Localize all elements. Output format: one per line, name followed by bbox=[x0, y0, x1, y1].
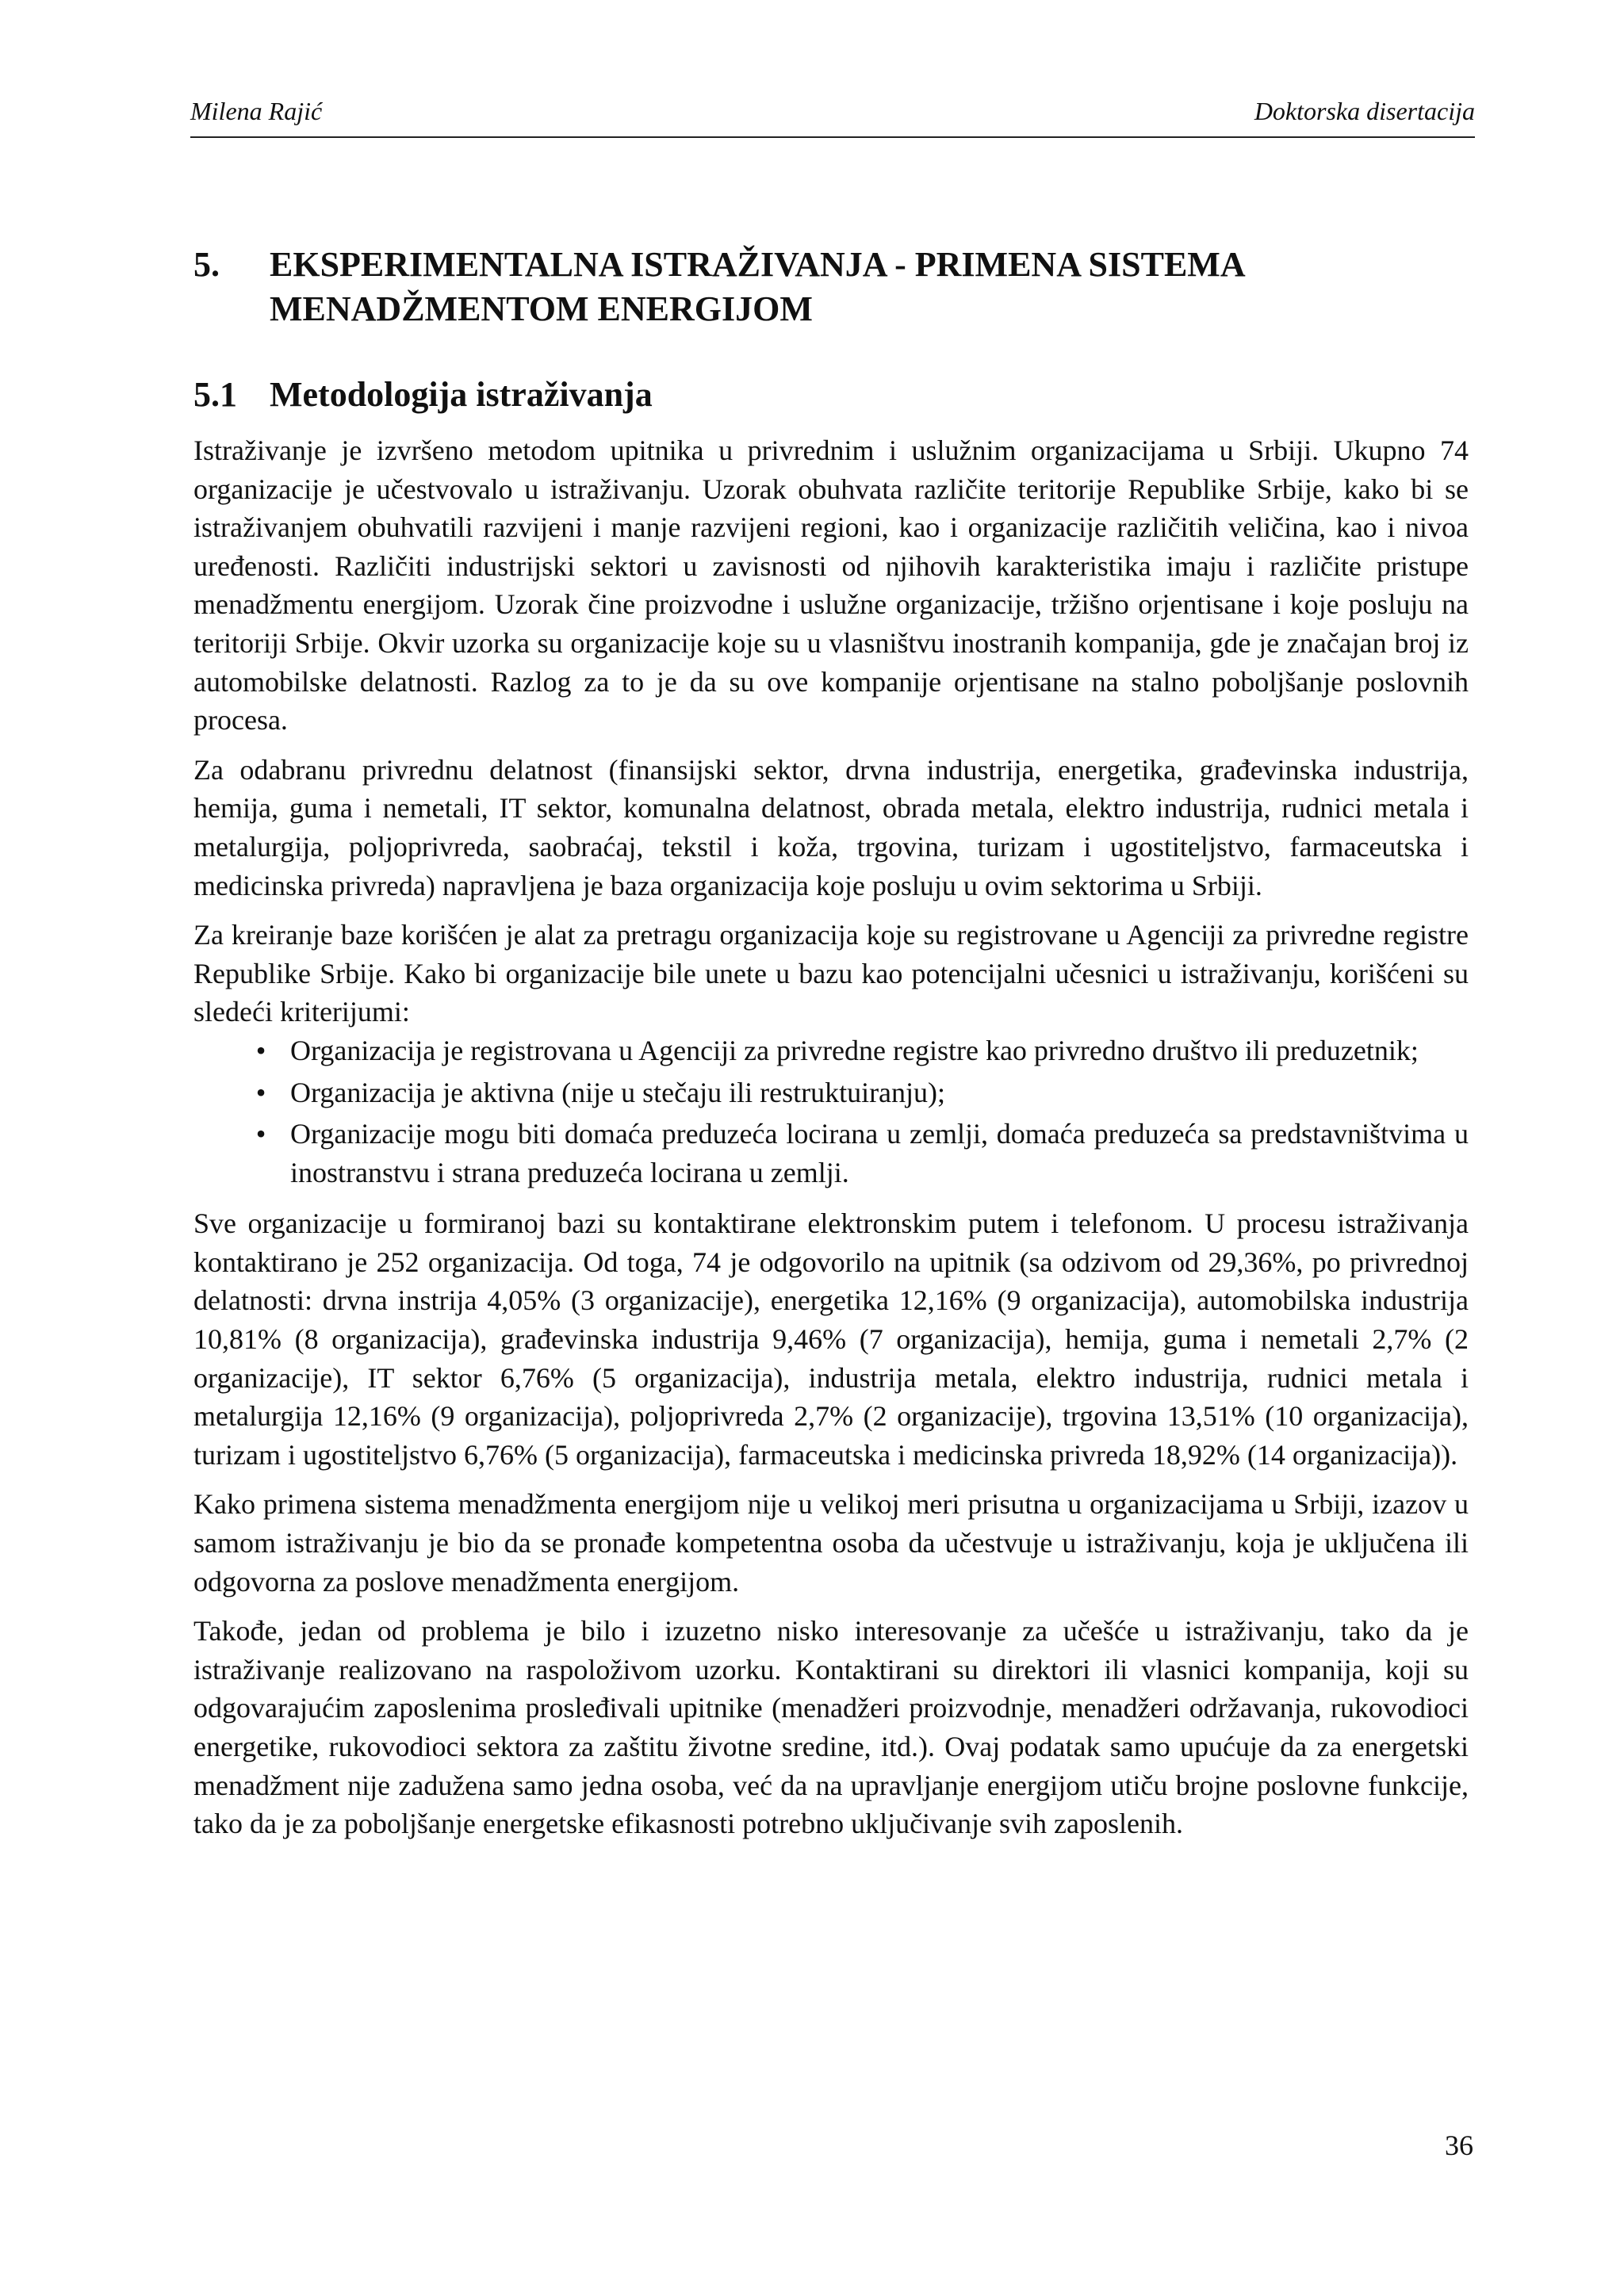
header-document-type: Doktorska disertacija bbox=[1254, 97, 1475, 125]
running-header bbox=[190, 95, 1475, 138]
list-item bbox=[193, 1031, 1469, 1070]
criteria-list bbox=[193, 1031, 1469, 1192]
paragraph-sectors: Za odabranu privrednu delatnost (finansijski sektor, drvna industrija, energetika, građevinska industrija, hemija, guma i nemetali, IT sektor, komunalna delatnost, obrada metala, elektro industrija, rudnici metala i metalurgija, poljoprivreda, saobraćaj, tekstil i koža, trgovina, turizam i ugostiteljstvo, farmaceutska i medicinska privreda) napravljena je baza organizacija koje posluju u ovim sektorima u Srbiji. bbox=[193, 753, 1469, 901]
section-heading bbox=[193, 373, 1469, 417]
bullet-icon: • bbox=[255, 1118, 266, 1150]
paragraph-methodology: Istraživanje je izvršeno metodom upitnika u privrednim i uslužnim organizacijama u Srbiji. Ukupno 74 organizacije je učestvovalo u istraživanju. Uzorak obuhvata različite teritorije Republike Srbije, kako bi se istraživanjem obuhvatili razvijeni i manje razvijeni regioni, kao i organizacije različitih veličina, kao i nivoa uređenosti. Različiti industrijski sektori u zavisnosti od njihovih karakteristika imaju i različite pristupe menadžmentu energijom. Uzorak čine proizvodne i uslužne organizacije, tržišno orjentisane i koje posluju na teritoriji Srbije. Okvir uzorka su organizacije koje su u vlasništvu inostranih kompanija, gde je značajan broj iz automobilske delatnosti. Razlog za to je da su ove kompanije orjentisane na stalno poboljšanje poslovnih procesa. bbox=[193, 434, 1469, 737]
paragraph-participation: Takođe, jedan od problema je bilo i izuzetno nisko interesovanje za učešće u istraživanju, tako da je istraživanje realizovano na raspoloživom uzorku. Kontaktirani su direktori ili vlasnici kompanija, koji su odgovarajućim zaposlenima prosleđivali upitnike (menadžeri proizvodnje, menadžeri održavanja, rukovodioci energetike, rukovodioci sektora za zaštitu životne sredine, itd.). Ovaj podatak samo upućuje da za energetski menadžment nije zadužena samo jedna osoba, već da na upravljanje energijom utiču brojne poslovne funkcije, tako da je za poboljšanje energetske efikasnosti potrebno uključivanje svih zaposlenih. bbox=[193, 1615, 1469, 1840]
section-title: Metodologija istraživanja bbox=[270, 375, 653, 414]
chapter-number: 5. bbox=[193, 245, 220, 284]
list-item-text: Organizacija je registrovana u Agenciji za privredne registre kao privredno društvo ili preduzetnik; bbox=[290, 1034, 1419, 1066]
paragraph-response-rate: Sve organizacije u formiranoj bazi su kontaktirane elektronskim putem i telefonom. U procesu istraživanja kontaktirano je 252 organizacija. Od toga, 74 je odgovorilo na upitnik (sa odzivom od 29,36%, po privrednoj delatnosti: drvna instrija 4,05% (3 organizacije), energetika 12,16% (9 organizacija), automobilska industrija 10,81% (8 organizacija), građevinska industrija 9,46% (7 organizacija), hemija, guma i nemetali 2,7% (2 organizacije), IT sektor 6,76% (5 organizacija), industrija metala, elektro industrija, rudnici metala i metalurgija 12,16% (9 organizacija), poljoprivreda 2,7% (2 organizacije), trgovina 13,51% (10 organizacija), turizam i ugostiteljstvo 6,76% (5 organizacija), farmaceutska i medicinska privreda 18,92% (14 organizacija)). bbox=[193, 1207, 1469, 1471]
bullet-icon: • bbox=[255, 1076, 266, 1108]
header-author: Milena Rajić bbox=[190, 97, 323, 125]
section-number: 5.1 bbox=[193, 375, 237, 414]
list-item bbox=[193, 1115, 1469, 1192]
list-item bbox=[193, 1073, 1469, 1112]
paragraph-database: Za kreiranje baze korišćen je alat za pretragu organizacija koje su registrovane u Agenciji za privredne registre Republike Srbije. Kako bi organizacije bile unete u bazu kao potencijalni učesnici u istraživanju, korišćeni su sledeći kriterijumi: bbox=[193, 919, 1469, 1028]
page-content bbox=[193, 243, 1469, 1854]
bullet-icon: • bbox=[255, 1034, 266, 1066]
paragraph-challenge: Kako primena sistema menadžmenta energijom nije u velikoj meri prisutna u organizacijama u Srbiji, izazov u samom istraživanju je bio da se pronađe kompetentna osoba da učestvuje u istraživanju, koja je uključena ili odgovorna za poslove menadžmenta energijom. bbox=[193, 1488, 1469, 1598]
chapter-title: EKSPERIMENTALNA ISTRAŽIVANJA - PRIMENA SISTEMA MENADŽMENTOM ENERGIJOM bbox=[270, 245, 1244, 328]
page-number: 36 bbox=[1445, 2130, 1473, 2161]
chapter-heading bbox=[193, 243, 1469, 331]
list-item-text: Organizacija je aktivna (nije u stečaju ili restruktuiranju); bbox=[290, 1076, 946, 1108]
list-item-text: Organizacije mogu biti domaća preduzeća locirana u zemlji, domaća preduzeća sa predstavništvima u inostranstvu i strana preduzeća locirana u zemlji. bbox=[290, 1118, 1469, 1188]
